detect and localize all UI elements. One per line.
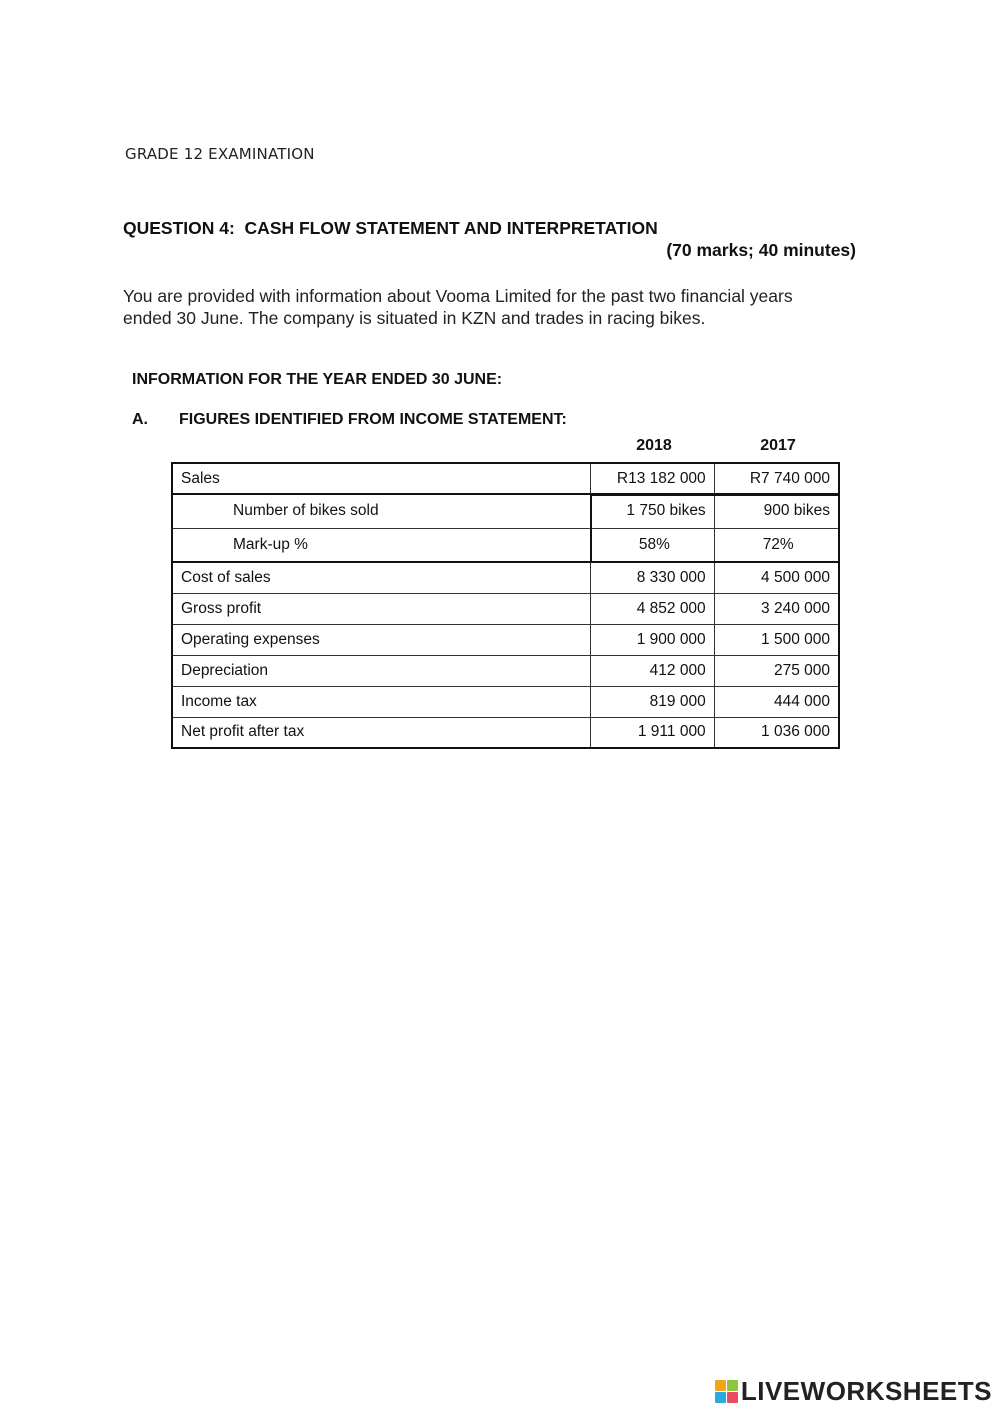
logo-text: LIVEWORKSHEETS <box>740 1376 992 1406</box>
logo-square <box>715 1392 726 1403</box>
value-2018: 4 852 000 <box>590 593 714 624</box>
year-header-2017: 2017 <box>760 437 796 454</box>
row-label: Sales <box>172 463 590 494</box>
table-row <box>172 494 839 528</box>
value-2018: 819 000 <box>590 686 714 717</box>
question-intro <box>123 285 863 329</box>
income-statement-table <box>171 462 840 749</box>
value-2017: 1 500 000 <box>714 624 839 655</box>
table-row <box>172 686 839 717</box>
value-2018: 1 911 000 <box>590 717 714 748</box>
table-row <box>172 655 839 686</box>
year-header-2018: 2018 <box>636 437 672 454</box>
logo-square <box>727 1392 738 1403</box>
logo-square <box>715 1380 726 1391</box>
row-label: Mark-up % <box>172 528 590 562</box>
value-2017: 72% <box>714 528 839 562</box>
value-2017: 275 000 <box>714 655 839 686</box>
value-2018: 1 900 000 <box>590 624 714 655</box>
value-2018: 1 750 bikes <box>590 494 714 528</box>
table-row <box>172 717 839 748</box>
exam-header: GRADE 12 EXAMINATION <box>125 145 315 163</box>
value-2017: 3 240 000 <box>714 593 839 624</box>
table-row <box>172 593 839 624</box>
value-2017: 1 036 000 <box>714 717 839 748</box>
table-row <box>172 624 839 655</box>
question-title: QUESTION 4: CASH FLOW STATEMENT AND INTERPRETATION <box>123 218 658 238</box>
question-marks: (70 marks; 40 minutes) <box>666 240 856 260</box>
row-label: Gross profit <box>172 593 590 624</box>
value-2017: 444 000 <box>714 686 839 717</box>
liveworksheets-logo[interactable] <box>715 1376 992 1407</box>
logo-square <box>727 1380 738 1391</box>
value-2018: 58% <box>590 528 714 562</box>
intro-line-2: ended 30 June. The company is situated in KZN and trades in racing bikes. <box>123 308 706 328</box>
value-2018: 8 330 000 <box>590 562 714 593</box>
section-letter: A. <box>132 411 148 428</box>
row-label: Cost of sales <box>172 562 590 593</box>
row-label: Income tax <box>172 686 590 717</box>
row-label: Net profit after tax <box>172 717 590 748</box>
section-title: FIGURES IDENTIFIED FROM INCOME STATEMENT: <box>179 411 567 428</box>
value-2017: 900 bikes <box>714 494 839 528</box>
row-label: Depreciation <box>172 655 590 686</box>
info-heading: INFORMATION FOR THE YEAR ENDED 30 JUNE: <box>132 371 503 388</box>
value-2017: R7 740 000 <box>714 463 839 494</box>
value-2018: R13 182 000 <box>590 463 714 494</box>
table-row <box>172 562 839 593</box>
table-row <box>172 528 839 562</box>
logo-mark-icon <box>715 1380 738 1403</box>
intro-line-1: You are provided with information about Vooma Limited for the past two financial years <box>123 286 793 306</box>
row-label: Operating expenses <box>172 624 590 655</box>
row-label: Number of bikes sold <box>172 494 590 528</box>
value-2018: 412 000 <box>590 655 714 686</box>
table-row <box>172 463 839 494</box>
value-2017: 4 500 000 <box>714 562 839 593</box>
